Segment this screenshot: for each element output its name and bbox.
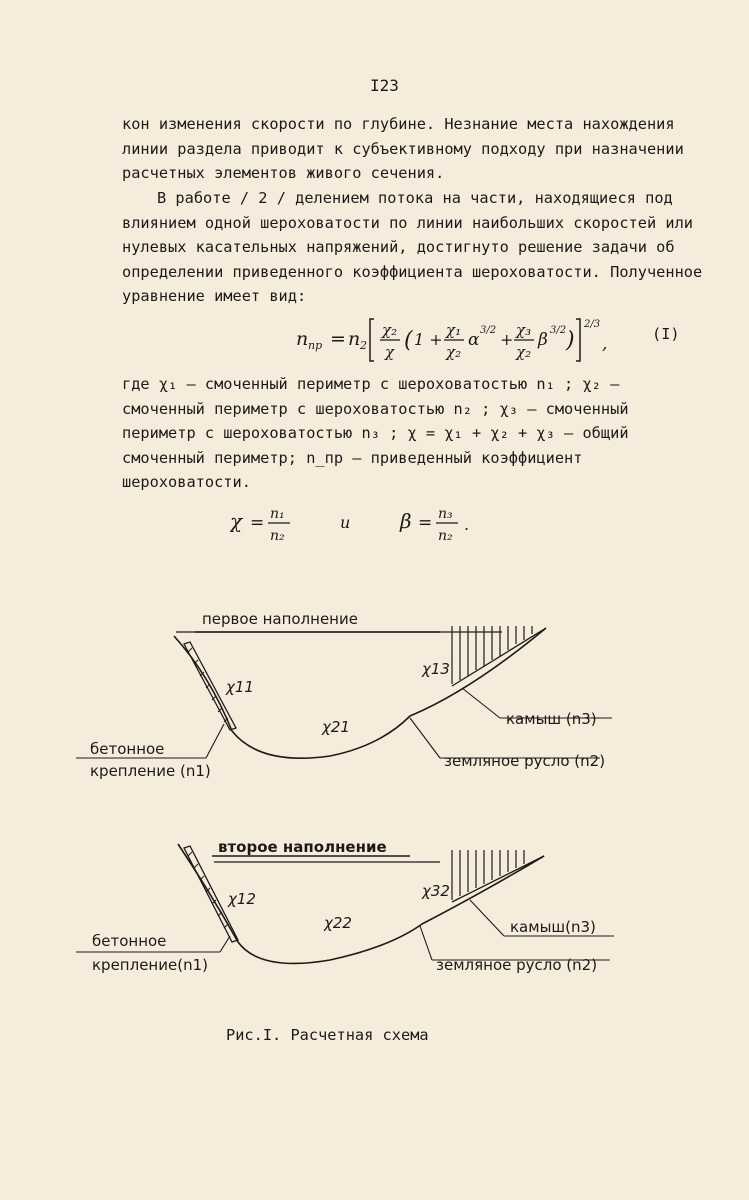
fig2-reed-hatching bbox=[452, 850, 524, 900]
figure-second-filling bbox=[76, 838, 614, 974]
formula-frac3-den: χ₂ bbox=[516, 343, 532, 361]
figure-caption: Рис.I. Расчетная схема bbox=[226, 1026, 429, 1044]
fig1-water-boundary bbox=[452, 628, 546, 686]
fig1-title: первое наполнение bbox=[202, 610, 358, 628]
fig1-concrete-leader bbox=[206, 724, 224, 758]
formula-paren-close: ) bbox=[566, 328, 575, 353]
alpha-symbol: χ bbox=[230, 509, 243, 533]
fig2-label-concrete-2: крепление(n1) bbox=[92, 956, 208, 974]
fig1-label-concrete-2: крепление (n1) bbox=[90, 762, 211, 780]
formula-alpha: α bbox=[468, 330, 480, 350]
fig2-label-reed: камыш(n3) bbox=[510, 918, 596, 936]
formula-left-bracket bbox=[370, 319, 374, 361]
fig2-concrete-leader bbox=[220, 936, 230, 952]
fig2-reed-leader bbox=[470, 900, 504, 936]
formula-outer-exp: 2/3 bbox=[584, 319, 601, 330]
main-formula bbox=[296, 315, 626, 365]
fig2-label-concrete-1: бетонное bbox=[92, 932, 167, 950]
formula-one-plus: 1 + bbox=[414, 330, 443, 349]
fig1-earth-leader bbox=[410, 718, 440, 758]
formula-lhs: n bbox=[296, 328, 309, 350]
paragraph-definitions: где χ₁ – смоченный периметр с шероховатостью n₁ ; χ₂ – смоченный периметр с шероховатостью n₂ ; χ₃ – смоченный периметр с шероховатостью n₃ ; χ = χ₁ + χ₂ + χ₃ – общий смоченный периметр; n_пр – приведенный коэффициент шероховатости. bbox=[122, 375, 629, 492]
fig2-title: второе наполнение bbox=[218, 838, 387, 856]
fig1-reed-hatching bbox=[452, 626, 532, 684]
formula-alpha-exp: 3/2 bbox=[480, 325, 497, 336]
beta-num: n₃ bbox=[438, 506, 453, 522]
formula-right-bracket bbox=[576, 319, 580, 361]
alpha-num: n₁ bbox=[270, 506, 285, 522]
formula-paren-open: ( bbox=[404, 328, 413, 353]
formula-frac2-den: χ₂ bbox=[446, 343, 462, 361]
beta-den: n₂ bbox=[438, 528, 453, 544]
fig1-chi-left: χ11 bbox=[226, 678, 254, 696]
fig1-label-reed: камыш (n3) bbox=[506, 710, 597, 728]
fig2-chi-mid: χ22 bbox=[324, 914, 352, 932]
formula-frac2-num: χ₁ bbox=[446, 321, 462, 339]
formula-comma: , bbox=[602, 334, 608, 354]
fig2-water-boundary bbox=[452, 856, 544, 902]
fig1-label-concrete-1: бетонное bbox=[90, 740, 165, 758]
fig1-chi-mid: χ21 bbox=[322, 718, 350, 736]
formula-equals: = bbox=[330, 328, 346, 350]
fig2-chi-left: χ12 bbox=[228, 890, 256, 908]
fig1-reed-leader bbox=[462, 688, 500, 718]
design-scheme-figure bbox=[70, 596, 670, 1016]
fig1-chi-right: χ13 bbox=[422, 660, 450, 678]
formula-lhs-sub: пр bbox=[308, 339, 323, 352]
fig1-concrete-ticks bbox=[188, 648, 228, 722]
equation-number: (I) bbox=[652, 325, 680, 343]
fig2-earth-leader bbox=[420, 926, 432, 960]
formula-coef-sub: 2 bbox=[360, 339, 367, 352]
formula-plus: + bbox=[500, 330, 514, 349]
paragraph-intro: кон изменения скорости по глубине. Незнание места нахождения линии раздела приводит к субъективному подходу при назначении расчетных элементов живого сечения. bbox=[122, 115, 684, 183]
subformula-period: . bbox=[464, 515, 470, 534]
formula-beta: β bbox=[538, 330, 548, 350]
formula-frac3-num: χ₃ bbox=[516, 321, 532, 339]
formula-beta-exp: 3/2 bbox=[550, 325, 567, 336]
subformula-conj: и bbox=[340, 513, 351, 532]
fig2-chi-right: χ32 bbox=[422, 882, 450, 900]
subformula bbox=[230, 500, 550, 548]
formula-frac1-den: χ bbox=[385, 343, 395, 361]
fig2-concrete-ticks bbox=[188, 852, 228, 928]
alpha-equals: = bbox=[250, 513, 265, 533]
formula-coef: n bbox=[348, 328, 361, 350]
page-number: I23 bbox=[370, 76, 399, 95]
formula-frac1-num: χ₂ bbox=[382, 321, 398, 339]
figure-first-filling bbox=[76, 610, 612, 780]
beta-equals: = bbox=[418, 513, 433, 533]
paragraph-method: В работе / 2 / делением потока на части, находящиеся под влиянием одной шероховатости по линии наибольших скоростей или нулевых касательных напряжений, достигнуто решение задачи об определении приведенного коэффициента шероховатости. Полученное уравнение имеет вид: bbox=[122, 189, 703, 306]
beta-symbol: β bbox=[400, 509, 412, 533]
alpha-den: n₂ bbox=[270, 528, 285, 544]
fig1-label-earth: земляное русло (n2) bbox=[444, 752, 606, 770]
fig2-label-earth: земляное русло (n2) bbox=[436, 956, 598, 974]
